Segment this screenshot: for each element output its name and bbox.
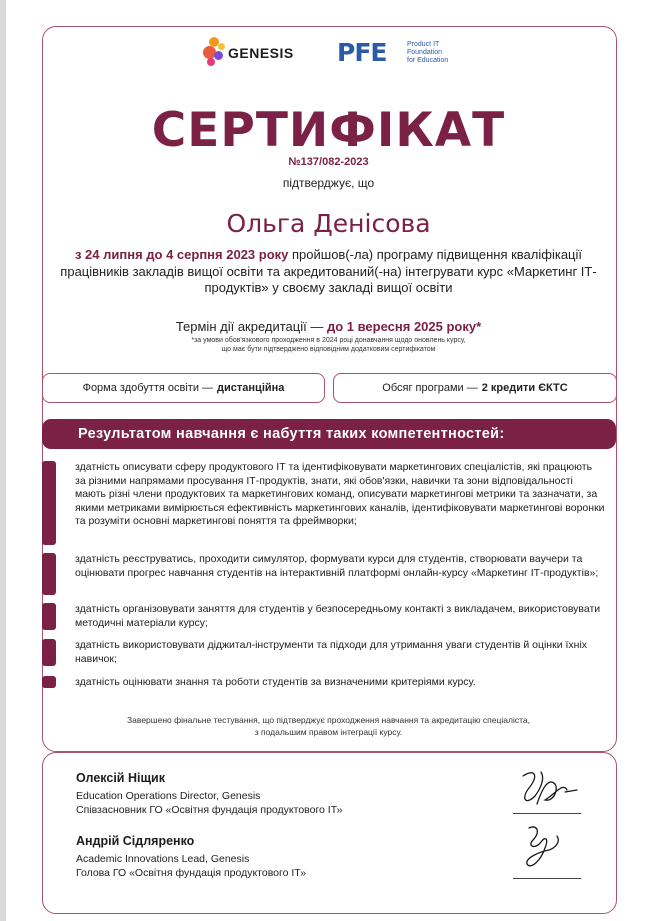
education-form-box: Форма здобуття освіти — дистанційна	[42, 373, 325, 403]
competency-marker	[42, 676, 56, 688]
pfe-logo	[337, 37, 477, 67]
signatory-role: Education Operations Director, Genesis	[76, 790, 261, 802]
program-volume-box: Обсяг програми — 2 кредити ЄКТС	[333, 373, 617, 403]
program-description	[60, 247, 597, 297]
confirms-text: підтверджує, що	[282, 176, 375, 190]
competency-marker	[42, 461, 56, 545]
genesis-dots-icon	[203, 37, 227, 67]
certificate-title: СЕРТИФІКАТ	[151, 103, 506, 158]
education-form-value: дистанційна	[217, 382, 285, 394]
competency-marker	[42, 603, 56, 630]
logos-row	[0, 34, 657, 70]
signature-line	[513, 813, 581, 814]
pfe-text: Product IT Foundation for Education	[407, 41, 449, 64]
certificate-number: №137/082-2023	[288, 156, 369, 168]
recipient-name: Ольга Денісова	[226, 209, 431, 238]
signature-line	[513, 878, 581, 879]
program-text: пройшов(-ла) програму підвищення кваліфікації працівників закладів вищої освіти та акредитований(-на) інтегрувати курс «Маркетинг ІТ-продуктів» у своєму закладі вищої освіти	[60, 247, 597, 295]
final-testing-note: Завершено фінальне тестування, що підтверджує проходження навчання та акредитацію спеціаліста, з подальшим правом інтеграції курсу.	[127, 715, 530, 737]
accreditation-term: Термін дії акредитації — до 1 вересня 2025 року*	[175, 319, 482, 334]
signatory-1	[76, 771, 343, 817]
signatory-role: Academic Innovations Lead, Genesis	[76, 853, 250, 865]
competency-marker	[42, 553, 56, 595]
signatory-org: Співзасновник ГО «Освітня фундація продуктового ІТ»	[76, 804, 343, 816]
competencies-banner: Результатом навчання є набуття таких компетентностей:	[42, 419, 616, 449]
pfe-mark: PFE	[337, 38, 387, 67]
signatory-org: Голова ГО «Освітня фундація продуктового ІТ»	[76, 867, 307, 879]
accreditation-until: до 1 вересня 2025 року*	[326, 319, 482, 334]
signatory-name: Андрій Сідляренко	[76, 834, 195, 848]
signatory-2	[76, 834, 306, 880]
program-dates: з 24 липня до 4 серпня 2023 року	[74, 247, 289, 262]
genesis-wordmark: GENESIS	[228, 45, 294, 61]
signatory-name: Олексій Ніщик	[76, 771, 165, 785]
signature-2-icon	[515, 820, 575, 875]
accreditation-note: *за умови обов'язкового проходження в 2024 році донавчання щодо оновлень курсу, що має бути підтверджено відповідним додатковим сертифікатом	[191, 337, 466, 353]
genesis-logo	[203, 37, 303, 67]
competency-marker	[42, 639, 56, 666]
program-volume-value: 2 кредити ЄКТС	[481, 382, 568, 394]
signature-1-icon	[515, 766, 585, 811]
